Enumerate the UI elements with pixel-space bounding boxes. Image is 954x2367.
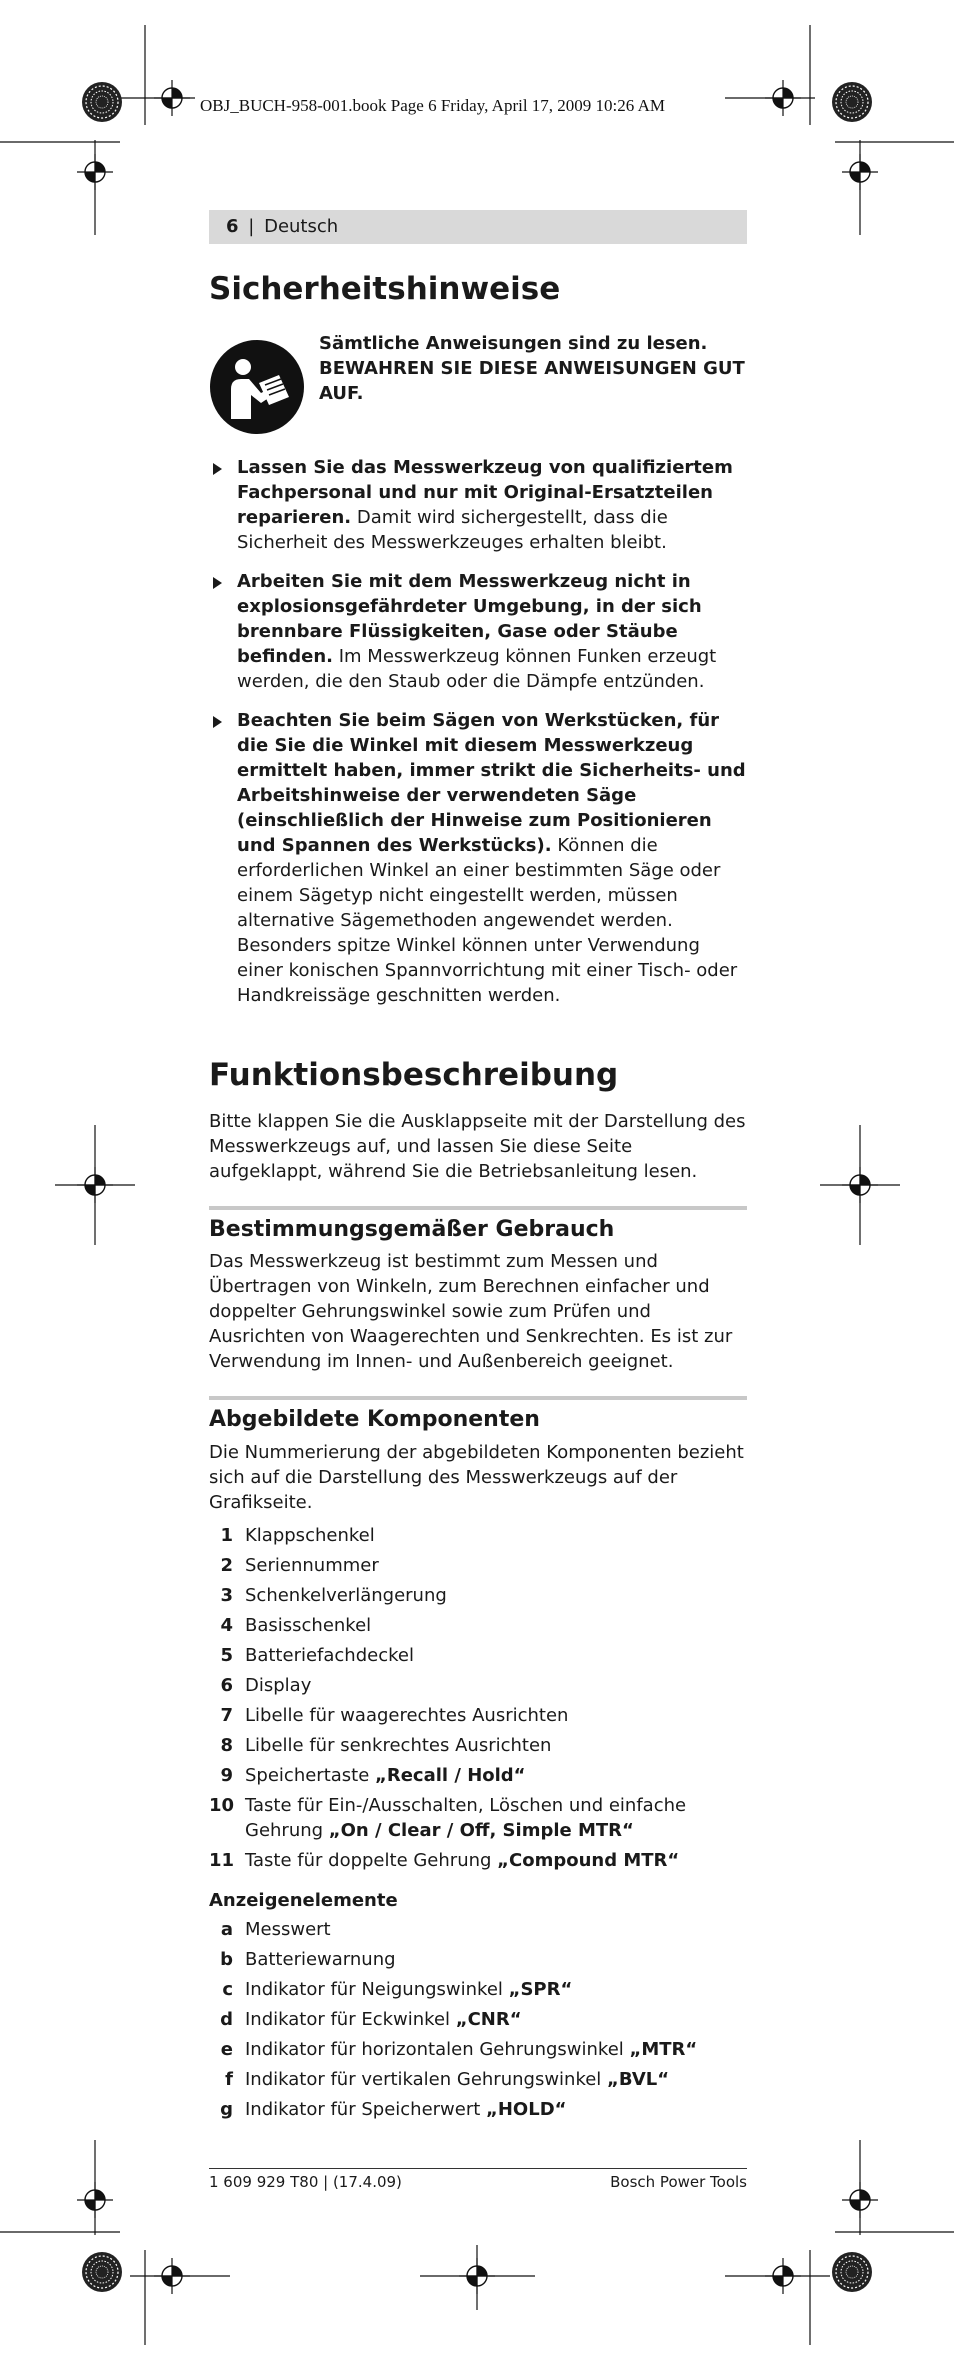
safety-bullet-list	[209, 455, 747, 1008]
list-item	[209, 2037, 747, 2062]
registration-mark-icon	[154, 80, 190, 116]
registration-mark-icon	[154, 2258, 190, 2294]
item-text: Basisschenkel	[245, 1614, 372, 1636]
item-text: Taste für Ein-/Ausschalten, Löschen und einfache Gehrung	[245, 1794, 687, 1841]
display-elements-heading: Anzeigenelemente	[209, 1889, 398, 1911]
star-target-icon	[832, 2252, 872, 2292]
item-text: Libelle für waagerechtes Ausrichten	[245, 1704, 569, 1726]
item-number: 4	[220, 1614, 233, 1636]
bullet-triangle-icon	[213, 577, 222, 589]
item-number: 10	[209, 1794, 235, 1816]
display-elements-list	[209, 1917, 747, 2122]
item-letter: a	[220, 1918, 233, 1940]
footer-brand: Bosch Power Tools	[610, 2173, 747, 2191]
page-number: 6	[226, 216, 239, 237]
bullet-triangle-icon	[213, 716, 222, 728]
bullet-bold-text: Beachten Sie beim Sägen von Werkstücken, für die Sie die Winkel mit diesem Messwerkzeug ermittelt haben, immer strikt die Sicherheits- und Arbeitshinweise der verwendeten Säge (einschließlich der Hinweise zum Positionieren und Spannen des Werkstücks).	[237, 709, 746, 856]
list-item	[209, 2097, 747, 2122]
registration-mark-icon	[459, 2258, 495, 2294]
list-item	[209, 1553, 747, 1578]
item-text: Indikator für horizontalen Gehrungswinkel	[245, 2038, 630, 2060]
item-bold: „HOLD“	[486, 2098, 567, 2120]
item-letter: c	[222, 1978, 233, 2000]
item-text: Batteriefachdeckel	[245, 1644, 414, 1666]
item-letter: d	[220, 2008, 233, 2030]
item-text: Indikator für vertikalen Gehrungswinkel	[245, 2068, 608, 2090]
item-number: 3	[220, 1584, 233, 1606]
list-item	[209, 1673, 747, 1698]
registration-mark-icon	[765, 2258, 801, 2294]
registration-mark-icon	[77, 2182, 113, 2218]
item-text: Schenkelverlängerung	[245, 1584, 447, 1606]
item-bold: „CNR“	[455, 2008, 522, 2030]
list-item	[209, 1848, 747, 1873]
list-item	[209, 1763, 747, 1788]
intended-use-heading: Bestimmungsgemäßer Gebrauch	[209, 1206, 747, 1244]
item-number: 1	[220, 1524, 233, 1546]
safety-heading: Sicherheitshinweise	[209, 271, 561, 307]
bullet-text: Können die erforderlichen Winkel an einer bestimmten Säge oder einem Sägetyp nicht eingestellt werden, müssen alternative Sägemethoden angewendet werden. Besonders spitze Winkel können unter Verwendung einer konischen Spannvorrichtung mit einer Tisch- oder Handkreissäge geschnitten werden.	[237, 834, 738, 1006]
list-item	[209, 455, 747, 555]
registration-mark-icon	[842, 1167, 878, 1203]
registration-mark-icon	[842, 2182, 878, 2218]
registration-mark-icon	[77, 154, 113, 190]
header-language: Deutsch	[264, 216, 339, 237]
item-number: 9	[220, 1764, 233, 1786]
intro-line-2: BEWAHREN SIE DIESE ANWEISUNGEN GUT AUF.	[319, 357, 745, 404]
list-item	[209, 1977, 747, 2002]
bullet-bold-text: Arbeiten Sie mit dem Messwerkzeug nicht in explosionsgefährdeter Umgebung, in der sich brennbare Flüssigkeiten, Gase oder Stäube befinden.	[237, 570, 702, 667]
item-text: Indikator für Neigungswinkel	[245, 1978, 509, 2000]
item-letter: e	[220, 2038, 233, 2060]
safety-intro	[209, 329, 747, 441]
registration-mark-icon	[77, 1167, 113, 1203]
intended-use-text: Das Messwerkzeug ist bestimmt zum Messen und Übertragen von Winkeln, zum Berechnen einfacher und doppelter Gehrungswinkel sowie zum Prüfen und Ausrichten von Waagerechten und Senkrechten. Es ist zur Verwendung im Innen- und Außenbereich geeignet.	[209, 1251, 733, 1372]
components-list	[209, 1523, 747, 1873]
crop-marks-bottom	[0, 2140, 954, 2345]
list-item	[209, 1733, 747, 1758]
item-text: Batteriewarnung	[245, 1948, 396, 1970]
list-item	[209, 1703, 747, 1728]
item-bold: „Compound MTR“	[497, 1849, 680, 1871]
item-bold: „On / Clear / Off, Simple MTR“	[328, 1819, 634, 1841]
bullet-text: Damit wird sichergestellt, dass die Sicherheit des Messwerkzeuges erhalten bleibt.	[237, 506, 668, 553]
item-bold: „SPR“	[508, 1978, 573, 2000]
item-letter: f	[225, 2068, 233, 2090]
intro-line-1: Sämtliche Anweisungen sind zu lesen.	[319, 332, 708, 354]
item-letter: g	[220, 2098, 233, 2120]
list-item	[209, 569, 747, 694]
registration-mark-icon	[842, 154, 878, 190]
item-text: Display	[245, 1674, 312, 1696]
safety-intro-text	[319, 331, 747, 406]
book-file-header: OBJ_BUCH-958-001.book Page 6 Friday, April 17, 2009 10:26 AM	[200, 96, 665, 115]
item-text: Seriennummer	[245, 1554, 379, 1576]
components-heading: Abgebildete Komponenten	[209, 1396, 747, 1434]
list-item	[209, 1793, 747, 1843]
star-target-icon	[82, 2252, 122, 2292]
item-bold: „BVL“	[607, 2068, 670, 2090]
running-header	[209, 210, 747, 244]
item-bold: „MTR“	[629, 2038, 698, 2060]
star-target-icon	[82, 82, 122, 122]
components-intro: Die Nummerierung der abgebildeten Komponenten bezieht sich auf die Darstellung des Messwerkzeugs auf der Grafikseite.	[209, 1441, 744, 1513]
list-item	[209, 1643, 747, 1668]
footer-document-number: 1 609 929 T80 | (17.4.09)	[209, 2173, 402, 2191]
list-item	[209, 708, 747, 1008]
item-text: Indikator für Eckwinkel	[245, 2008, 456, 2030]
item-bold: „Recall / Hold“	[375, 1764, 526, 1786]
list-item	[209, 1947, 747, 1972]
function-intro: Bitte klappen Sie die Ausklappseite mit der Darstellung des Messwerkzeugs auf, und lassen Sie diese Seite aufgeklappt, während Sie die Betriebsanleitung lesen.	[209, 1110, 746, 1182]
bullet-text: Im Messwerkzeug können Funken erzeugt werden, die den Staub oder die Dämpfe entzünden.	[237, 645, 717, 692]
list-item	[209, 1523, 747, 1548]
list-item	[209, 1583, 747, 1608]
list-item	[209, 1613, 747, 1638]
list-item	[209, 1917, 747, 1942]
bullet-bold-text: Lassen Sie das Messwerkzeug von qualifiziertem Fachpersonal und nur mit Original-Ersatzteilen reparieren.	[237, 456, 733, 528]
list-item	[209, 2007, 747, 2032]
item-text: Speichertaste	[245, 1764, 376, 1786]
list-item	[209, 2067, 747, 2092]
item-number: 2	[220, 1554, 233, 1576]
item-text: Libelle für senkrechtes Ausrichten	[245, 1734, 552, 1756]
item-letter: b	[220, 1948, 233, 1970]
item-text: Taste für doppelte Gehrung	[245, 1849, 498, 1871]
item-text: Messwert	[245, 1918, 331, 1940]
item-number: 11	[209, 1849, 235, 1871]
crop-marks-top	[0, 25, 954, 235]
item-number: 6	[220, 1674, 233, 1696]
header-separator: |	[248, 216, 255, 237]
footer-rule	[209, 2168, 747, 2169]
function-heading: Funktionsbeschreibung	[209, 1056, 619, 1093]
star-target-icon	[832, 82, 872, 122]
main-content	[209, 270, 747, 2127]
item-text: Klappschenkel	[245, 1524, 375, 1546]
item-number: 8	[220, 1734, 233, 1756]
bullet-triangle-icon	[213, 463, 222, 475]
read-manual-icon	[209, 339, 305, 435]
item-number: 5	[220, 1644, 233, 1666]
item-number: 7	[220, 1704, 233, 1726]
registration-mark-icon	[765, 80, 801, 116]
page-footer	[209, 2173, 747, 2191]
item-text: Indikator für Speicherwert	[245, 2098, 487, 2120]
